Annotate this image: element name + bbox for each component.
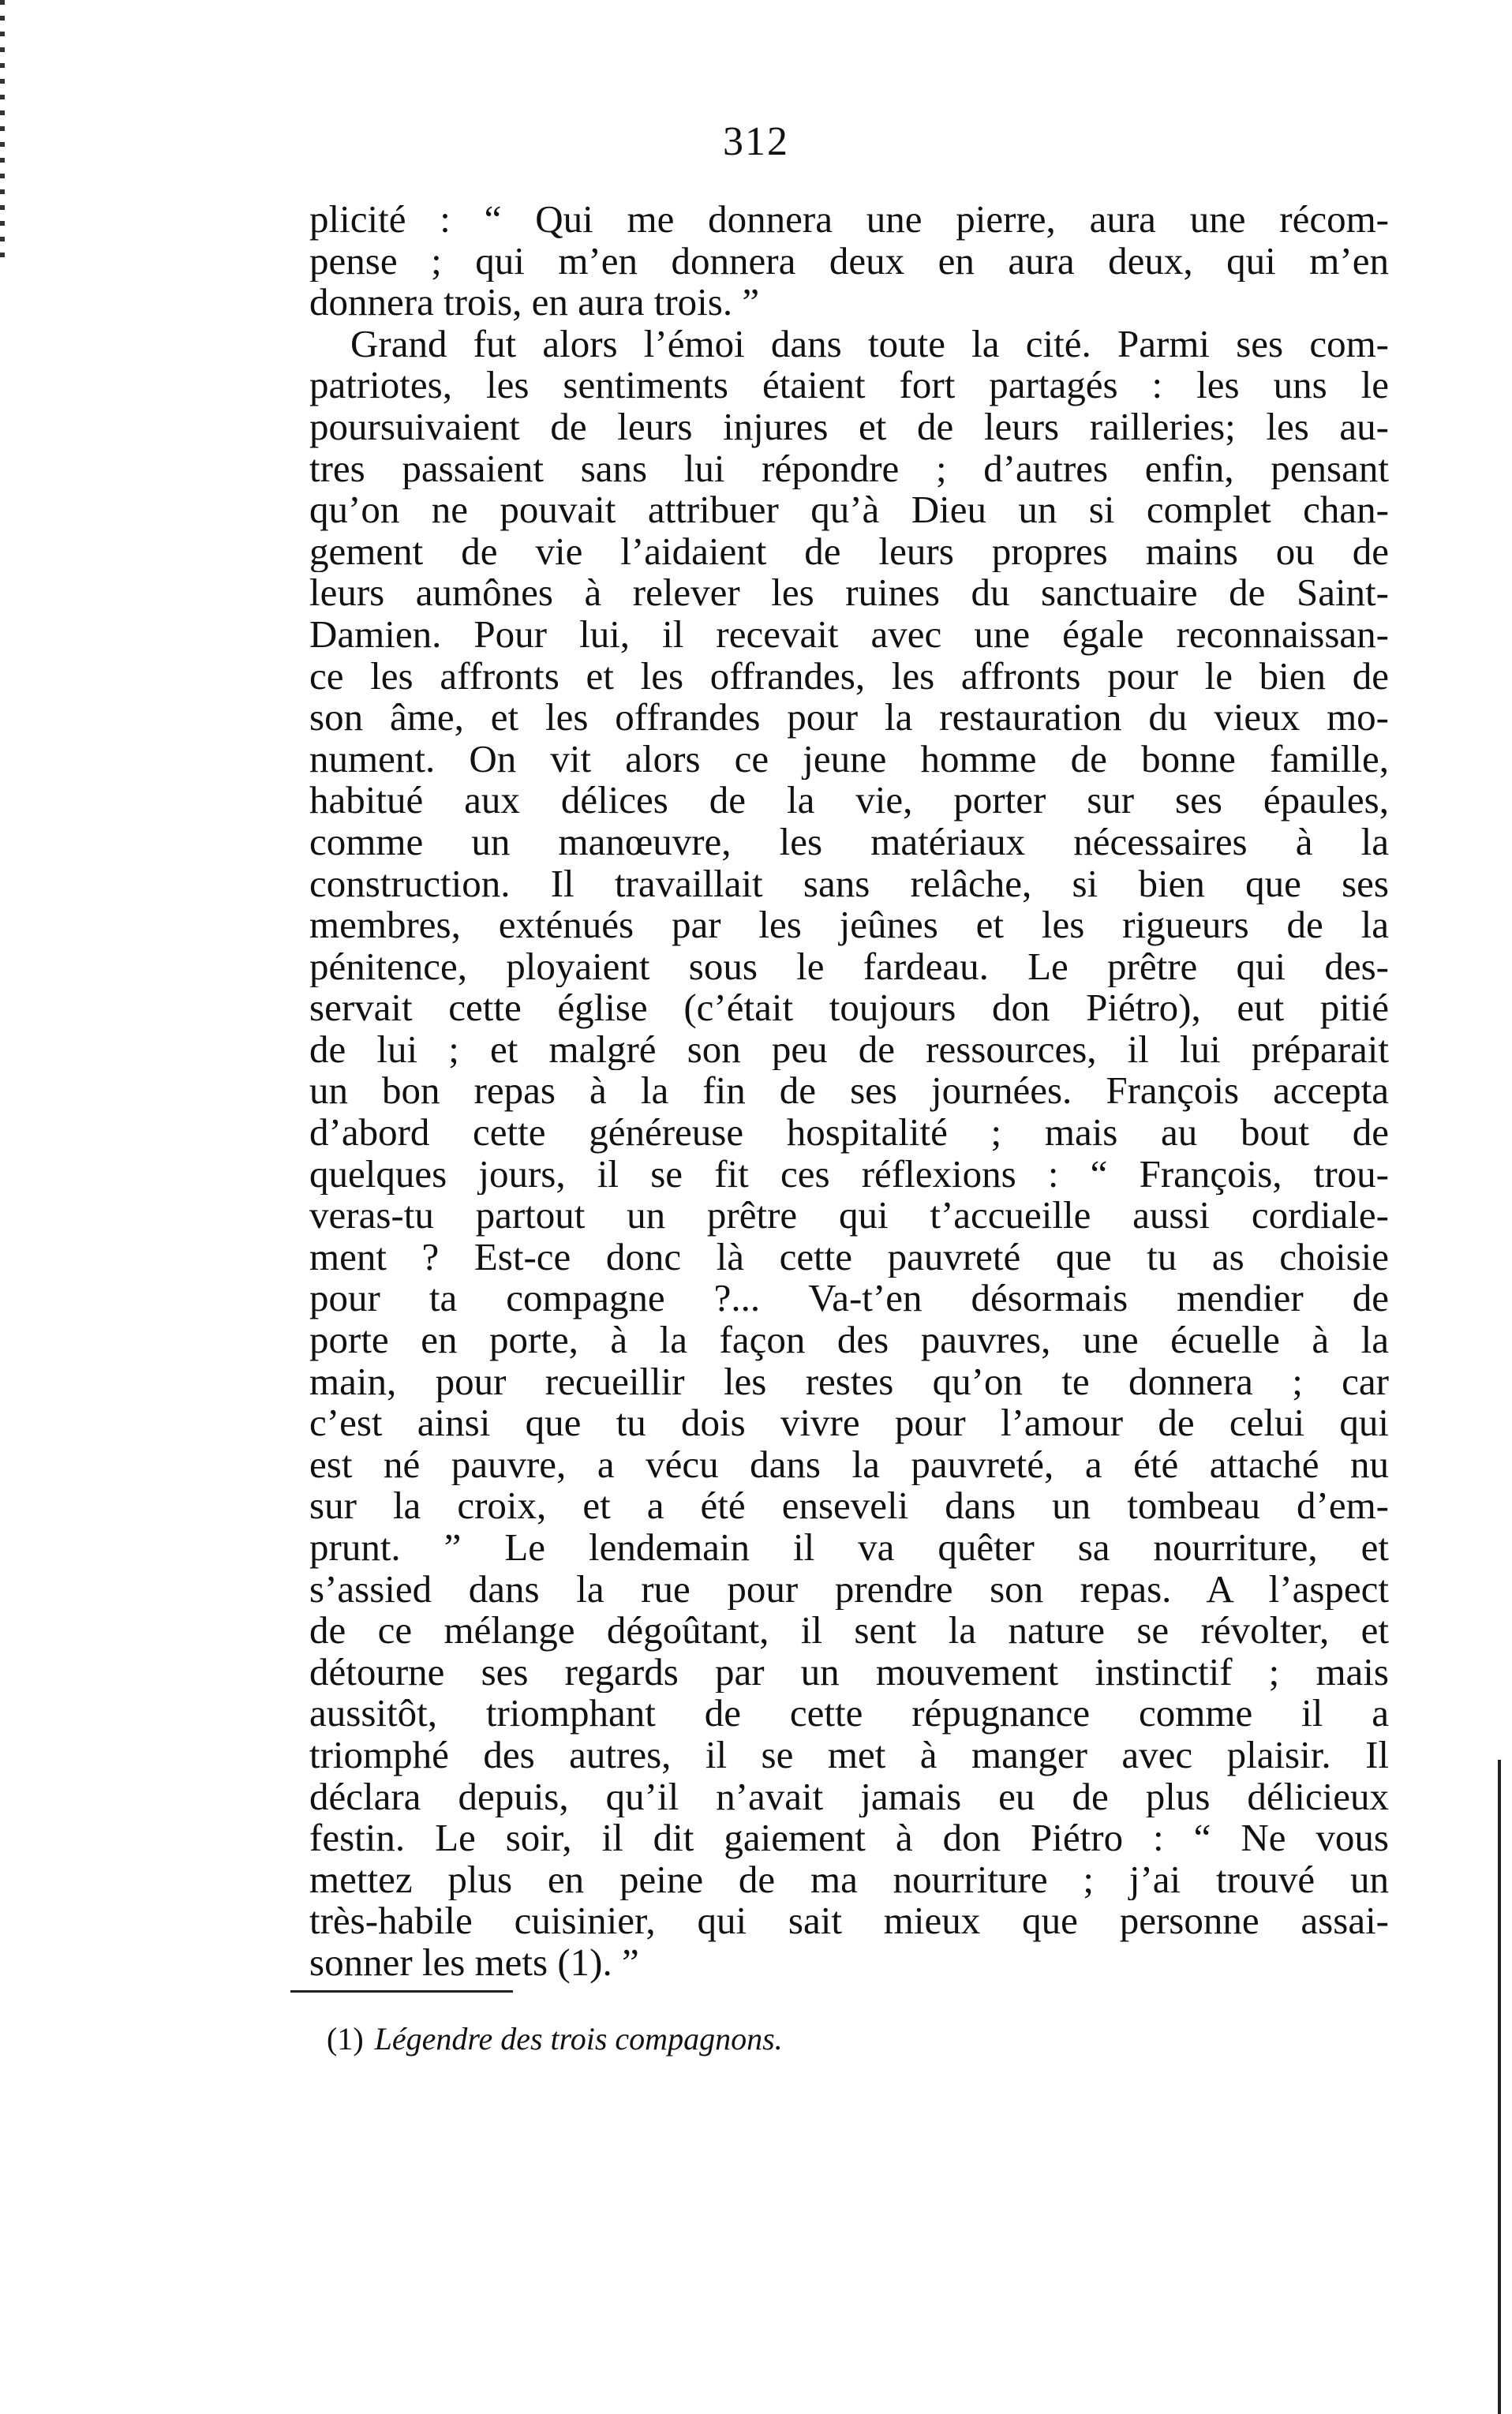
- text-line: tres passaient sans lui répondre ; d’autres enfin, pensant: [309, 447, 1389, 490]
- text-line: patriotes, les sentiments étaient fort partagés : les uns le: [309, 365, 1389, 406]
- text-line: déclara depuis, qu’il n’avait jamais eu de plus délicieux: [309, 1776, 1389, 1818]
- text-line: comme un manœuvre, les matériaux nécessaires à la: [309, 821, 1389, 863]
- footnote-divider: [290, 1990, 513, 1993]
- text-line: s’assied dans la rue pour prendre son repas. A l’aspect: [309, 1568, 1389, 1611]
- text-line: détourne ses regards par un mouvement instinctif ; mais: [309, 1651, 1389, 1694]
- text-line: membres, exténués par les jeûnes et les rigueurs de la: [309, 904, 1389, 946]
- text-line: veras-tu partout un prêtre qui t’accueille aussi cordiale-: [309, 1195, 1389, 1237]
- text-line: sonner les mets (1). ”: [309, 1941, 639, 1984]
- text-line: main, pour recueillir les restes qu’on te donnera ; car: [309, 1360, 1389, 1403]
- text-line: prunt. ” Le lendemain il va quêter sa nourriture, et: [309, 1527, 1389, 1569]
- text-line: très-habile cuisinier, qui sait mieux que personne assai-: [309, 1900, 1389, 1942]
- text-line: festin. Le soir, il dit gaiement à don Piétro : “ Ne vous: [309, 1817, 1389, 1859]
- text-line: poursuivaient de leurs injures et de leurs railleries; les au-: [309, 406, 1389, 448]
- text-line: leurs aumônes à relever les ruines du sanctuaire de Saint-: [309, 572, 1389, 614]
- text-line: donnera trois, en aura trois. ”: [309, 282, 760, 324]
- text-line: c’est ainsi que tu dois vivre pour l’amour de celui qui: [309, 1402, 1389, 1444]
- footnote: [327, 2020, 783, 2057]
- text-line: de ce mélange dégoûtant, il sent la nature se révolter, et: [309, 1610, 1389, 1652]
- footnote-marker: (1): [327, 2021, 364, 2057]
- scan-edge-right: [1498, 1760, 1501, 2414]
- text-line: son âme, et les offrandes pour la restauration du vieux mo-: [309, 697, 1389, 739]
- text-line: Damien. Pour lui, il recevait avec une égale reconnaissan-: [309, 613, 1389, 656]
- footnote-text: Légendre des trois compagnons.: [374, 2021, 783, 2057]
- text-line: servait cette église (c’était toujours don Piétro), eut pitié: [309, 987, 1389, 1029]
- text-line: quelques jours, il se fit ces réflexions : “ François, trou-: [309, 1153, 1389, 1196]
- text-line: ce les affronts et les offrandes, les affronts pour le bien de: [309, 655, 1389, 698]
- text-line: triomphé des autres, il se met à manger avec plaisir. Il: [309, 1734, 1389, 1776]
- text-line: pour ta compagne ?... Va-t’en désormais mendier de: [309, 1278, 1389, 1320]
- text-line: habitué aux délices de la vie, porter sur ses épaules,: [309, 780, 1389, 822]
- body-text: [309, 199, 1389, 1984]
- text-line: d’abord cette généreuse hospitalité ; mais au bout de: [309, 1112, 1389, 1154]
- text-line: un bon repas à la fin de ses journées. François accepta: [309, 1070, 1389, 1113]
- text-line: construction. Il travaillait sans relâche, si bien que ses: [309, 863, 1389, 905]
- text-line: sur la croix, et a été enseveli dans un tombeau d’em-: [309, 1485, 1389, 1527]
- text-line: aussitôt, triomphant de cette répugnance comme il a: [309, 1693, 1389, 1735]
- text-line: gement de vie l’aidaient de leurs propres mains ou de: [309, 530, 1389, 573]
- text-line: ment ? Est-ce donc là cette pauvreté que tu as choisie: [309, 1236, 1389, 1278]
- text-line: pense ; qui m’en donnera deux en aura deux, qui m’en: [309, 240, 1389, 283]
- text-line: plicité : “ Qui me donnera une pierre, aura une récom-: [309, 199, 1389, 241]
- text-line: de lui ; et malgré son peu de ressources, il lui préparait: [309, 1028, 1389, 1071]
- text-line: pénitence, ployaient sous le fardeau. Le prêtre qui des-: [309, 945, 1389, 988]
- text-line: Grand fut alors l’émoi dans toute la cité. Parmi ses com-: [350, 323, 1389, 365]
- text-line: qu’on ne pouvait attribuer qu’à Dieu un si complet chan-: [309, 489, 1389, 531]
- text-line: porte en porte, à la façon des pauvres, une écuelle à la: [309, 1319, 1389, 1361]
- text-line: mettez plus en peine de ma nourriture ; j’ai trouvé un: [309, 1858, 1389, 1901]
- page-number: 312: [723, 119, 789, 164]
- text-line: nument. On vit alors ce jeune homme de bonne famille,: [309, 738, 1389, 780]
- text-line: est né pauvre, a vécu dans la pauvreté, a été attaché nu: [309, 1443, 1389, 1486]
